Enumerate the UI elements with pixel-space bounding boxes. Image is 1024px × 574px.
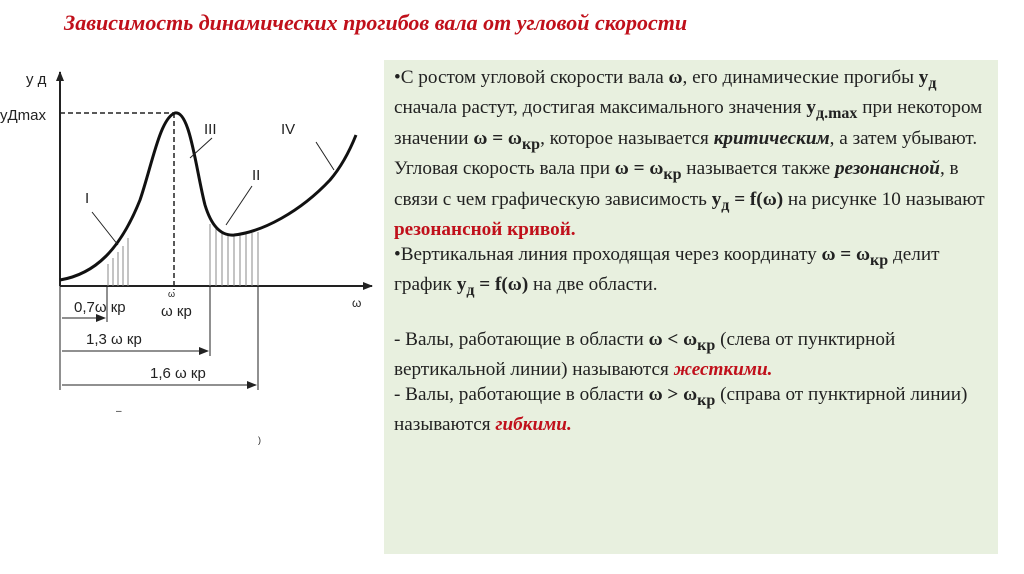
explanation-text-box xyxy=(384,60,998,554)
hatch-region-left xyxy=(108,238,128,286)
omega-small-label: ω xyxy=(168,289,176,299)
ymax-label: yДmax xyxy=(0,107,46,124)
leader-line-I xyxy=(92,212,118,245)
region-label-IV: IV xyxy=(281,121,296,138)
leader-line-II xyxy=(226,186,252,225)
dim-label-13: 1,3 ω кр xyxy=(86,331,142,348)
slide-title: Зависимость динамических прогибов вала от угловой скорости xyxy=(64,10,688,35)
region-label-I: I xyxy=(85,190,90,207)
paragraph-flexible-shafts: - Валы, работающие в области $\omega > \omega_{кр}$ (справа от пунктирной линии) называются гибкими. xyxy=(394,383,968,435)
dim-label-16: 1,6 ω кр xyxy=(150,365,206,382)
region-label-III: III xyxy=(204,121,217,138)
paragraph-vertical-line: •Вертикальная линия проходящая через координату $\omega = \omega_{кр}$ делит график $у_д = f(\omega)$ на две области. xyxy=(394,243,940,299)
y-axis-label: y д xyxy=(26,71,47,88)
omega-kr-label: ω кр xyxy=(161,303,192,320)
stray-dash: – xyxy=(116,406,122,417)
paragraph-resonance-description: •С ростом угловой скорости вала ω, его динамические прогибы $у_д$ сначала растут, достигая максимального значения $у_{д.max}$ при некотором значении $\omega = \omega_{кр}$, которое называется критическим, а затем убывают. xyxy=(394,67,983,153)
leader-line-IV xyxy=(316,142,334,170)
resonance-curve-diagram xyxy=(0,55,384,455)
dim-label-07: 0,7ω кр xyxy=(74,299,126,316)
x-axis-label: ω xyxy=(352,296,362,310)
stray-paren: ) xyxy=(258,435,261,445)
hatch-region-right xyxy=(210,224,258,286)
region-label-II: II xyxy=(252,167,261,184)
paragraph-rigid-shafts: - Валы, работающие в области $\omega < \omega_{кр}$ (слева от пунктирной вертикальной линии) называются жесткими. xyxy=(394,328,896,380)
paragraph-resonance-speed: Угловая скорость вала при $\omega = \omega_{кр}$ называется также резонансной, в связи с чем графическую зависимость $у_д = f(\omega)$ на рисунке 10 называют резонансной кривой. xyxy=(394,158,985,241)
